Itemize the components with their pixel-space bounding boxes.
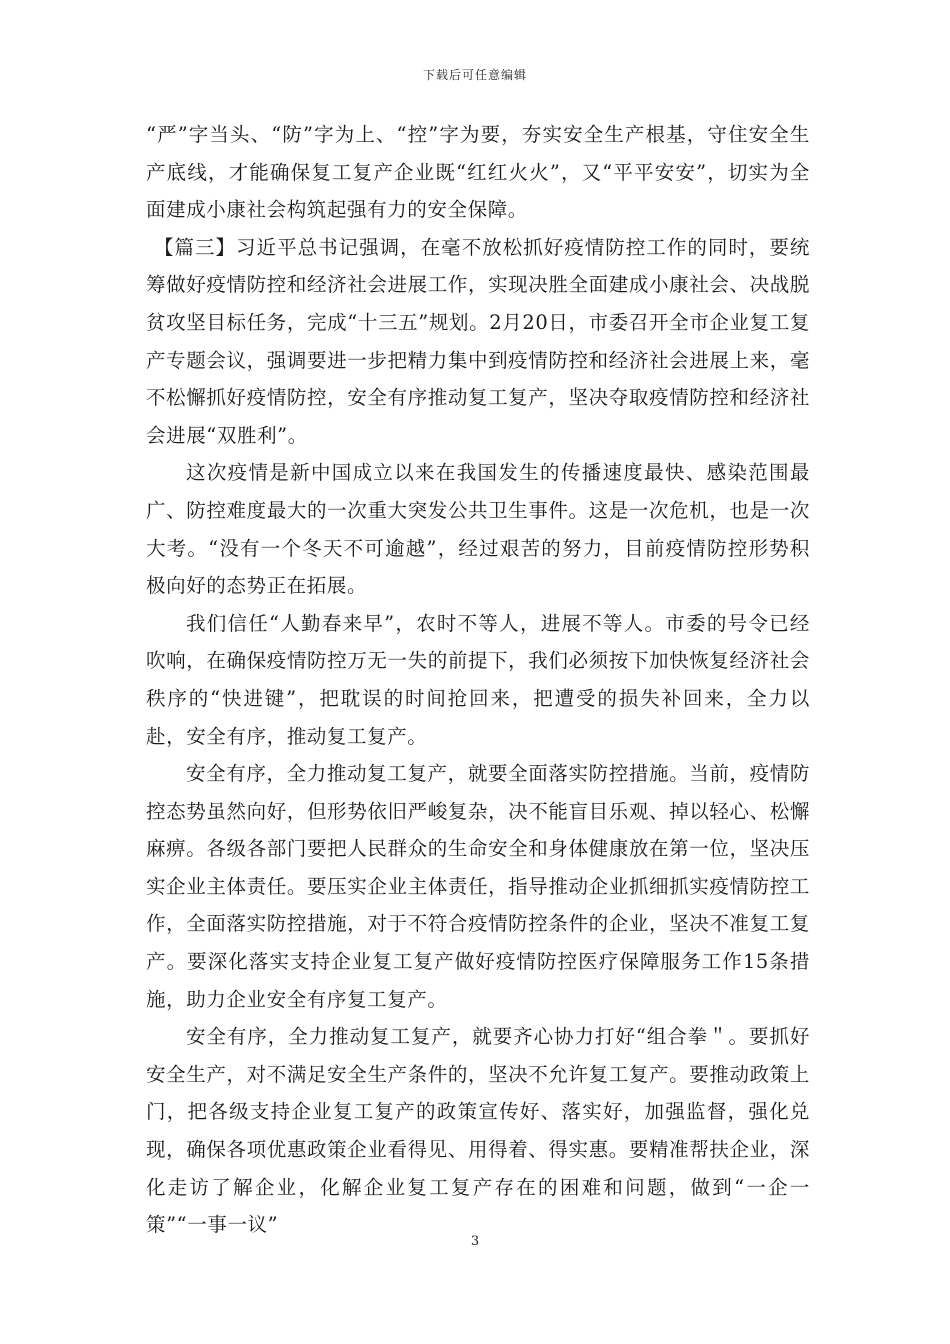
document-body	[146, 116, 810, 1244]
paragraph-spring: 我们信任“人勤春来早”，农时不等人，进展不等人。市委的号令已经吹响，在确保疫情防控万无一失的前提下，我们必须按下加快恢复经济社会秩序的“快进键”，把耽误的时间抢回来，把遭受的损失补回来，全力以赴，安全有序，推动复工复产。	[146, 611, 810, 748]
paragraph-continuation: “严”字当头、“防”字为上、“控”字为要，夯实安全生产根基，守住安全生产底线，才能确保复工复产企业既“红红火火”，又“平平安安”，切实为全面建成小康社会构筑起强有力的安全保障。	[146, 123, 810, 222]
header-note: 下载后可任意编辑	[422, 68, 527, 82]
paragraph-part-three: 【篇三】习近平总书记强调，在毫不放松抓好疫情防控工作的同时，要统筹做好疫情防控和经济社会进展工作，实现决胜全面建成小康社会、决战脱贫攻坚目标任务，完成“十三五”规划。2月20日，市委召开全市企业复工复产专题会议，强调要进一步把精力集中到疫情防控和经济社会进展上来，毫不松懈抓好疫情防控，安全有序推动复工复产，坚决夺取疫情防控和经济社会进展“双胜利”。	[146, 235, 810, 447]
page-number: 3	[470, 1234, 480, 1249]
paragraph-prevention-measures: 安全有序，全力推动复工复产，就要全面落实防控措施。当前，疫情防控态势虽然向好，但形势依旧严峻复杂，决不能盲目乐观、掉以轻心、松懈麻痹。各级各部门要把人民群众的生命安全和身体健康放在第一位，坚决压实企业主体责任。要压实企业主体责任，指导推动企业抓细抓实疫情防控工作，全面落实防控措施，对于不符合疫情防控条件的企业，坚决不准复工复产。要深化落实支持企业复工复产做好疫情防控医疗保障服务工作15条措施，助力企业安全有序复工复产。	[146, 762, 810, 1011]
paragraph-epidemic: 这次疫情是新中国成立以来在我国发生的传播速度最快、感染范围最广、防控难度最大的一次重大突发公共卫生事件。这是一次危机，也是一次大考。“没有一个冬天不可逾越”，经过艰苦的努力，目前疫情防控形势积极向好的态势正在拓展。	[146, 461, 810, 598]
paragraph-combination: 安全有序，全力推动复工复产，就要齐心协力打好“组合拳＂。要抓好安全生产，对不满足安全生产条件的，坚决不允许复工复产。要推动政策上门，把各级支持企业复工复产的政策宣传好、落实好，加强监督，强化兑现，确保各项优惠政策企业看得见、用得着、得实惠。要精准帮扶企业，深化走访了解企业，化解企业复工复产存在的困难和问题，做到“一企一策”“一事一议”	[146, 1025, 810, 1237]
